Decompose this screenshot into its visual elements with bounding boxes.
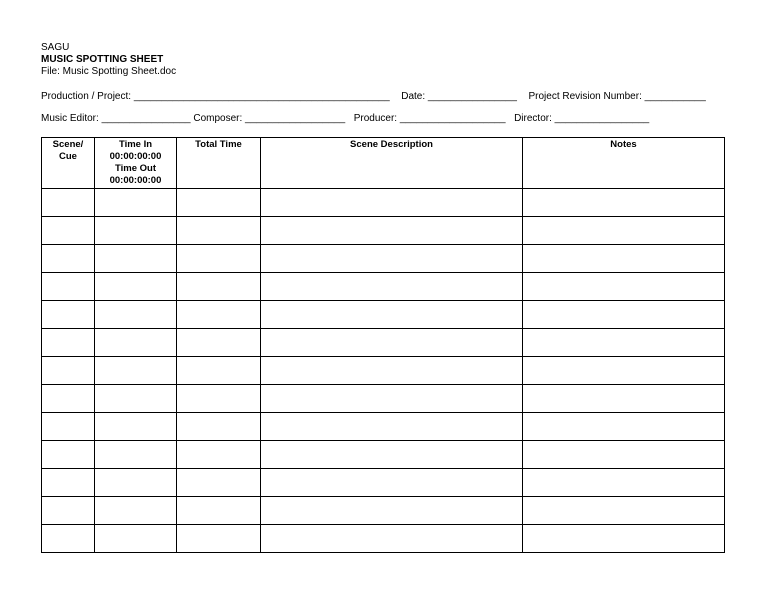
production-label: Production / Project: xyxy=(41,91,132,102)
cell-time[interactable] xyxy=(95,469,177,497)
cell-scene-description[interactable] xyxy=(261,217,523,245)
cell-total-time[interactable] xyxy=(177,469,261,497)
col-header-time: Time In 00:00:00:00 Time Out 00:00:00:00 xyxy=(95,138,177,189)
document-title: MUSIC SPOTTING SHEET xyxy=(41,54,164,65)
cell-scene-cue[interactable] xyxy=(42,189,95,217)
col-header-scene-description: Scene Description xyxy=(261,138,523,189)
table-row xyxy=(42,525,725,553)
cell-scene-cue[interactable] xyxy=(42,441,95,469)
cell-scene-cue[interactable] xyxy=(42,385,95,413)
cell-total-time[interactable] xyxy=(177,245,261,273)
cell-scene-description[interactable] xyxy=(261,357,523,385)
cell-scene-description[interactable] xyxy=(261,441,523,469)
cell-time[interactable] xyxy=(95,189,177,217)
director-field[interactable]: _________________ xyxy=(554,113,650,124)
table-body xyxy=(42,189,725,553)
cell-time[interactable] xyxy=(95,357,177,385)
cell-time[interactable] xyxy=(95,301,177,329)
cell-total-time[interactable] xyxy=(177,273,261,301)
fields-row-credits xyxy=(41,113,649,125)
cell-scene-cue[interactable] xyxy=(42,217,95,245)
cell-scene-cue[interactable] xyxy=(42,525,95,553)
cell-total-time[interactable] xyxy=(177,329,261,357)
cell-total-time[interactable] xyxy=(177,525,261,553)
cell-notes[interactable] xyxy=(523,301,725,329)
cell-scene-description[interactable] xyxy=(261,497,523,525)
cell-scene-description[interactable] xyxy=(261,413,523,441)
cell-notes[interactable] xyxy=(523,497,725,525)
cell-notes[interactable] xyxy=(523,385,725,413)
cell-notes[interactable] xyxy=(523,469,725,497)
cell-scene-cue[interactable] xyxy=(42,357,95,385)
cell-notes[interactable] xyxy=(523,245,725,273)
cell-scene-description[interactable] xyxy=(261,469,523,497)
col-header-total-time: Total Time xyxy=(177,138,261,189)
cell-scene-description[interactable] xyxy=(261,301,523,329)
cell-notes[interactable] xyxy=(523,441,725,469)
col-header-scene-cue: Scene/ Cue xyxy=(42,138,95,189)
cell-scene-cue[interactable] xyxy=(42,245,95,273)
cell-total-time[interactable] xyxy=(177,301,261,329)
table-row xyxy=(42,189,725,217)
fields-row-production xyxy=(41,91,706,103)
table-row xyxy=(42,441,725,469)
cell-scene-cue[interactable] xyxy=(42,497,95,525)
production-field[interactable]: ______________________________________________ xyxy=(133,91,390,102)
cell-time[interactable] xyxy=(95,329,177,357)
table-row xyxy=(42,245,725,273)
cell-notes[interactable] xyxy=(523,357,725,385)
cell-total-time[interactable] xyxy=(177,357,261,385)
org-name: SAGU xyxy=(41,42,70,53)
table-row xyxy=(42,497,725,525)
cell-notes[interactable] xyxy=(523,413,725,441)
cell-notes[interactable] xyxy=(523,329,725,357)
revision-field[interactable]: ___________ xyxy=(644,91,706,102)
cell-scene-cue[interactable] xyxy=(42,469,95,497)
date-field[interactable]: ________________ xyxy=(427,91,517,102)
cell-time[interactable] xyxy=(95,385,177,413)
table-row xyxy=(42,273,725,301)
cell-time[interactable] xyxy=(95,525,177,553)
cell-time[interactable] xyxy=(95,245,177,273)
cell-total-time[interactable] xyxy=(177,413,261,441)
cell-time[interactable] xyxy=(95,497,177,525)
cell-total-time[interactable] xyxy=(177,497,261,525)
director-label: Director: xyxy=(514,113,552,124)
cell-total-time[interactable] xyxy=(177,385,261,413)
date-label: Date: xyxy=(401,91,426,102)
cell-scene-cue[interactable] xyxy=(42,329,95,357)
cell-time[interactable] xyxy=(95,413,177,441)
table-header-row xyxy=(42,138,725,189)
cell-total-time[interactable] xyxy=(177,441,261,469)
music-editor-label: Music Editor: xyxy=(41,113,99,124)
table-row xyxy=(42,329,725,357)
cell-time[interactable] xyxy=(95,441,177,469)
producer-field[interactable]: ___________________ xyxy=(399,113,506,124)
producer-label: Producer: xyxy=(353,113,398,124)
cell-total-time[interactable] xyxy=(177,189,261,217)
cell-scene-description[interactable] xyxy=(261,329,523,357)
cell-scene-description[interactable] xyxy=(261,189,523,217)
cell-notes[interactable] xyxy=(523,525,725,553)
table-row xyxy=(42,413,725,441)
document-header xyxy=(41,42,176,78)
music-editor-field[interactable]: ________________ xyxy=(101,113,191,124)
cell-total-time[interactable] xyxy=(177,217,261,245)
cell-scene-cue[interactable] xyxy=(42,273,95,301)
table-row xyxy=(42,301,725,329)
cell-scene-description[interactable] xyxy=(261,273,523,301)
revision-label: Project Revision Number: xyxy=(528,91,642,102)
table-row xyxy=(42,217,725,245)
table-row xyxy=(42,357,725,385)
cell-scene-description[interactable] xyxy=(261,525,523,553)
cell-scene-cue[interactable] xyxy=(42,301,95,329)
spotting-table xyxy=(41,137,725,553)
cell-time[interactable] xyxy=(95,273,177,301)
composer-field[interactable]: __________________ xyxy=(245,113,346,124)
cell-notes[interactable] xyxy=(523,273,725,301)
cell-scene-cue[interactable] xyxy=(42,413,95,441)
table-row xyxy=(42,469,725,497)
cell-scene-description[interactable] xyxy=(261,245,523,273)
cell-time[interactable] xyxy=(95,217,177,245)
table-row xyxy=(42,385,725,413)
file-name: File: Music Spotting Sheet.doc xyxy=(41,66,177,77)
col-header-notes: Notes xyxy=(523,138,725,189)
composer-label: Composer: xyxy=(193,113,243,124)
cell-notes[interactable] xyxy=(523,217,725,245)
cell-scene-description[interactable] xyxy=(261,385,523,413)
cell-notes[interactable] xyxy=(523,189,725,217)
